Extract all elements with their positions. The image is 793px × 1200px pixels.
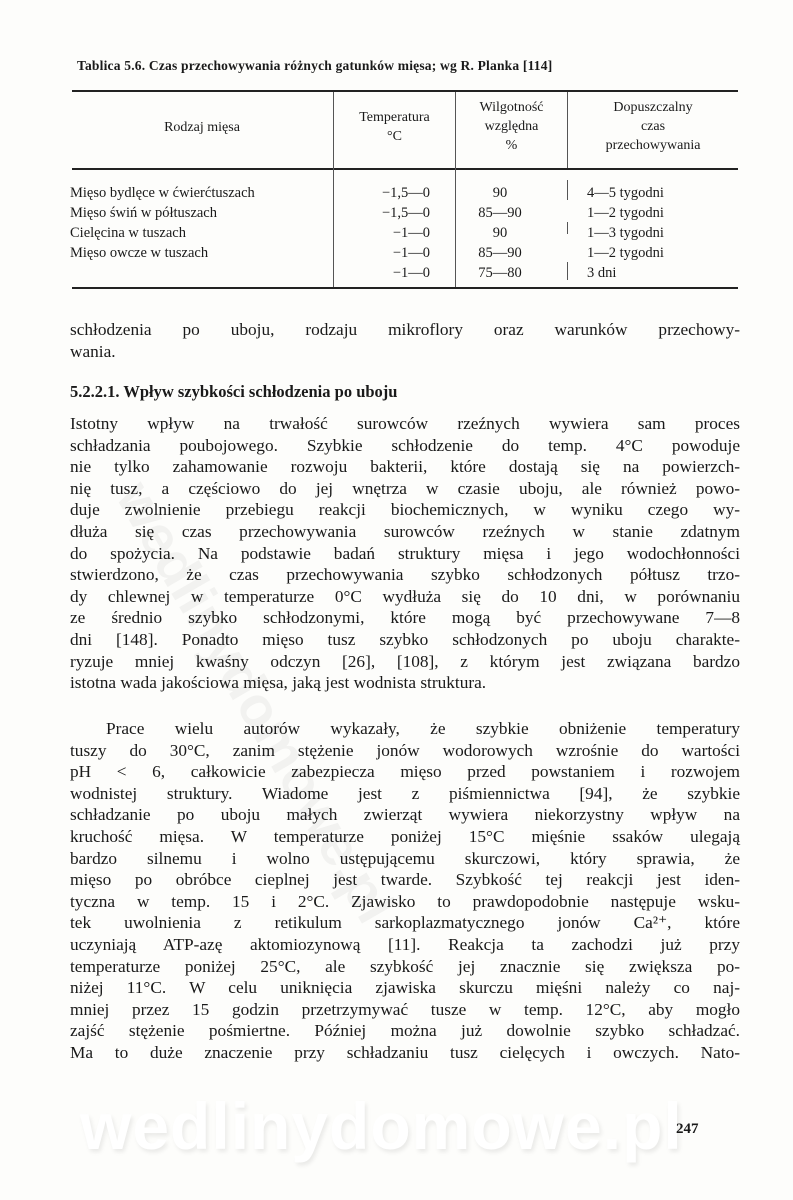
header-humidity: Wilgotność względna % (479, 100, 544, 153)
cell-temperature: −1—0 (392, 245, 430, 261)
cell-temperature: −1—0 (392, 265, 430, 281)
cell-meat-type: Cielęcina w tuszach (70, 225, 186, 241)
table-caption: Tablica 5.6. Czas przechowywania różnych gatunków mięsa; wg R. Planka [114] (77, 58, 553, 73)
cell-storage-time: 4—5 tygodni (587, 185, 664, 201)
column-divider-3d (567, 262, 568, 280)
section-heading: 5.2.2.1. Wpływ szybkości schłodzenia po uboju (70, 382, 398, 401)
cell-temperature: −1—0 (392, 225, 430, 241)
page-number: 247 (676, 1121, 699, 1137)
footer-watermark: wedlinydomowe.pl (80, 1089, 683, 1163)
cell-humidity: 85—90 (478, 245, 522, 261)
cell-storage-time: 1—3 tygodni (587, 225, 664, 241)
column-divider-3b (567, 180, 568, 200)
cell-storage-time: 3 dni (587, 265, 617, 281)
cell-humidity: 90 (492, 225, 508, 241)
cell-storage-time: 1—2 tygodni (587, 205, 664, 221)
cell-temperature: −1,5—0 (381, 205, 430, 221)
table-top-rule (72, 90, 738, 92)
header-storage-time: Dopuszczalny czas przechowywania (605, 100, 701, 153)
cell-meat-type: Mięso owcze w tuszach (70, 245, 209, 261)
cell-storage-time: 1—2 tygodni (587, 245, 664, 261)
cell-meat-type: Mięso świń w półtuszach (70, 205, 217, 221)
column-divider-3c (567, 222, 568, 234)
table-header-rule (72, 168, 738, 170)
cell-meat-type: Mięso bydlęce w ćwierćtuszach (70, 185, 255, 201)
cell-humidity: 75—80 (478, 265, 522, 281)
intro-paragraph: schłodzenia po uboju, rodzaju mikroflory oraz warunków przechowy- wania. (70, 320, 740, 361)
cell-humidity: 85—90 (478, 205, 522, 221)
paragraph-1: Istotny wpływ na trwałość surowców rzeźnych wywiera sam proces schładzania poubojowego. Szybkie schłodzenie do temp. 4°C powoduje nie tylko zahamowanie rozwoju bakterii, które dostają się na powierzch- nię tusz, a częściowo do jej wnętrza w czasie uboju, ale również powo- duje zwolnienie przebiegu reakcji biochemicznych, w wyniku czego wy- dłuża się czas przechowywania surowców rzeźnych w stanie zdatnym do spożycia. Na podstawie badań struktury mięsa i jego wodochłonności stwierdzono, że czas przechowywania szybko schłodzonych półtusz trzo- dy chlewnej w temperaturze 0°C wydłuża się do 10 dni, w porównaniu ze średnio szybko schłodzonymi, które mogą być przechowywane 7—8 dni [148]. Ponadto mięso tusz szybko schłodzonych po uboju charakte- ryzuje mniej kwaśny odczyn [26], [108], z którym jest związana bardzo istotna wada jakościowa mięsa, jaką jest wodnista struktura. (70, 414, 740, 693)
header-meat-type: Rodzaj mięsa (164, 120, 240, 135)
table-bottom-rule (72, 287, 738, 289)
cell-humidity: 90 (492, 185, 508, 201)
cell-temperature: −1,5—0 (381, 185, 430, 201)
header-temperature: Temperatura °C (359, 110, 430, 144)
paragraph-2: Prace wielu autorów wykazały, że szybkie obniżenie temperatury tuszy do 30°C, zanim stężenie jonów wodorowych wzrośnie do wartości pH < 6, całkowicie zabezpiecza mięso przed powstaniem i rozwojem wodnistej struktury. Wiadome jest z piśmiennictwa [94], że szybkie schładzanie po uboju małych zwierząt wywiera niekorzystny wpływ na kruchość mięsa. W temperaturze poniżej 15°C mięśnie ssaków ulegają bardzo silnemu i wolno ustępującemu skurczowi, który sprawia, że mięso po obróbce cieplnej jest twarde. Szybkość tej reakcji jest iden- tyczna w temp. 15 i 2°C. Zjawisko to prawdopodobnie następuje wsku- tek uwolnienia z retikulum sarkoplazmatycznego jonów Ca²⁺, które uczyniają ATP-azę aktomiozynową [11]. Reakcja ta zachodzi już przy temperaturze poniżej 25°C, ale szybkość jej znacznie się zwiększa po- niżej 11°C. W celu uniknięcia zjawiska skurczu mięśni należy co naj- mniej przez 15 godzin przetrzymywać tusze w temp. 12°C, aby mogło zajść stężenie pośmiertne. Później można już dowolnie szybko schładzać. Ma to duże znaczenie przy schładzaniu tusz cielęcych i owczych. Nato- (70, 719, 740, 1062)
